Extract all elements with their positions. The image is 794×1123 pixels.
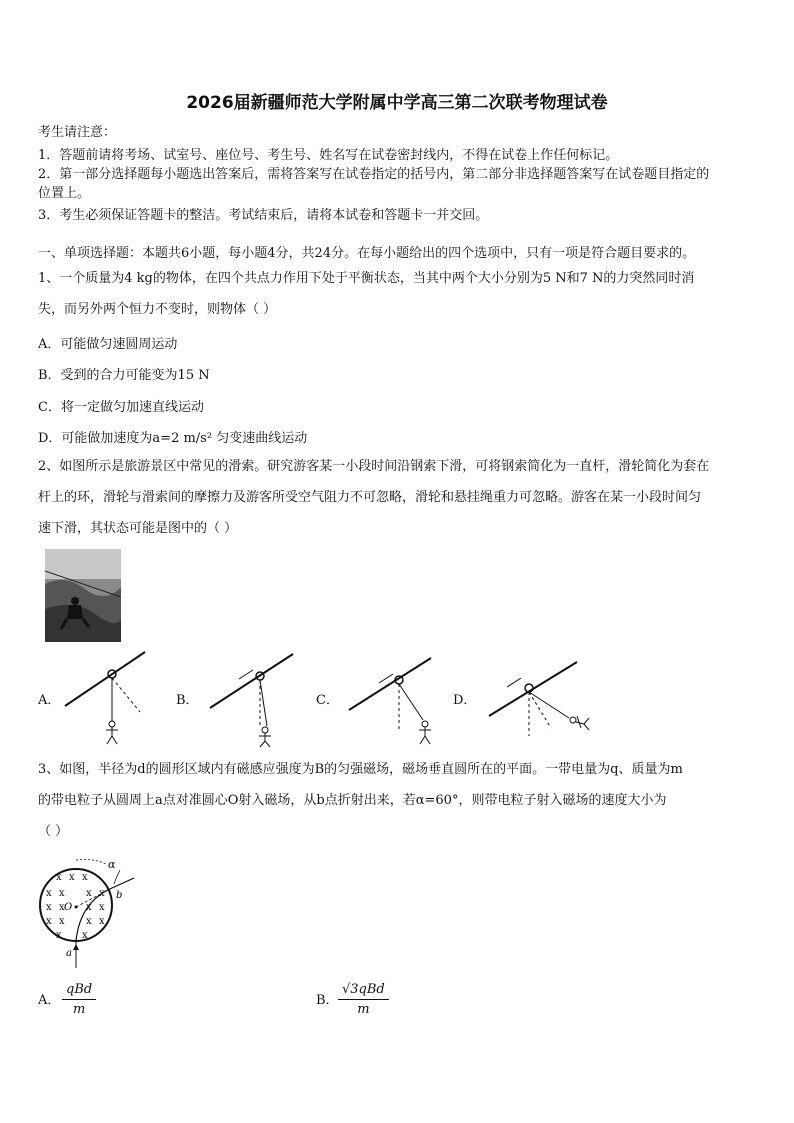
svg-text:x: x	[86, 902, 92, 913]
svg-text:x: x	[99, 902, 105, 913]
notice-heading: 考生请注意：	[38, 125, 117, 140]
q2-figure-d	[485, 656, 595, 748]
q3-option-b-numerator: √3qBd	[338, 982, 389, 1000]
svg-text:x: x	[82, 930, 88, 941]
notice-item-3: 3．考生必须保证答题卡的整洁。考试结束后，请将本试卷和答题卡一并交回。	[38, 208, 489, 223]
q3-option-a-denominator: m	[72, 1002, 86, 1017]
svg-text:x: x	[82, 872, 88, 883]
q3-stem-line1: 3、如图，半径为d的圆形区域内有磁感应强度为B的匀强磁场，磁场垂直圆所在的平面。一带电量为q、质量为m	[38, 762, 683, 777]
q3-stem-line2: 的带电粒子从圆周上a点对准圆心O射入磁场，从b点折射出来，若α=60°，则带电粒子射入磁场的速度大小为	[38, 793, 667, 808]
notice-item-2: 2．第一部分选择题每小题选出答案后，需将答案写在试卷指定的括号内，第二部分非选择题答案写在试卷题目指定的	[38, 167, 710, 182]
notice-item-1: 1．答题前请将考场、试室号、座位号、考生号、姓名写在试卷密封线内，不得在试卷上作任何标记。	[38, 148, 619, 163]
q2-stem-line1: 2、如图所示是旅游景区中常见的滑索。研究游客某一小段时间沿钢索下滑，可将钢索简化为一直杆，滑轮简化为套在	[38, 459, 710, 474]
svg-text:x: x	[56, 930, 62, 941]
q3-option-a-label: A．	[38, 993, 61, 1008]
angle-label-alpha: α	[108, 858, 116, 871]
svg-text:x: x	[99, 888, 105, 899]
svg-text:x: x	[46, 902, 52, 913]
q2-label-d: D．	[453, 693, 477, 708]
q2-label-b: B．	[176, 693, 199, 708]
section-heading: 一、单项选择题：本题共6小题，每小题4分，共24分。在每小题给出的四个选项中，只有一项是符合题目要求的。	[38, 246, 696, 261]
svg-text:x: x	[59, 902, 65, 913]
q1-stem-line1: 1、一个质量为4 kg的物体，在四个共点力作用下处于平衡状态，当其中两个大小分别为5 N和7 N的力突然同时消	[38, 271, 695, 286]
q1-option-b: B．受到的合力可能变为15 N	[38, 368, 210, 383]
svg-text:x: x	[99, 916, 105, 927]
svg-text:x: x	[46, 916, 52, 927]
q1-option-c: C．将一定做匀加速直线运动	[38, 400, 204, 415]
q3-option-a-formula	[62, 982, 96, 1017]
page-title: 2026届新疆师范大学附属中学高三第二次联考物理试卷	[186, 93, 608, 113]
svg-text:x: x	[86, 916, 92, 927]
q2-stem-line3: 速下滑，其状态可能是图中的（ ）	[38, 521, 238, 536]
point-label-b: b	[116, 890, 123, 901]
q2-label-a: A．	[38, 693, 61, 708]
svg-text:x: x	[46, 888, 52, 899]
svg-text:x: x	[56, 872, 62, 883]
q2-figure-a	[60, 650, 150, 748]
svg-text:x: x	[59, 888, 65, 899]
q2-stem-line2: 杆上的环，滑轮与滑索间的摩擦力及游客所受空气阻力不可忽略，滑轮和悬挂绳重力可忽略。游客在某一小段时间匀	[38, 490, 702, 505]
q3-option-a-numerator: qBd	[62, 982, 96, 1000]
q3-stem-line3: （ ）	[38, 824, 69, 839]
notice-item-2-cont: 位置上。	[38, 186, 91, 201]
svg-text:x: x	[86, 888, 92, 899]
svg-text:x: x	[59, 916, 65, 927]
zipline-photo	[45, 549, 121, 642]
point-label-a: a	[66, 948, 72, 959]
center-label-o: O	[64, 902, 73, 913]
q2-label-c: C．	[316, 693, 339, 708]
q1-option-d: D．可能做加速度为a=2 m/s² 匀变速曲线运动	[38, 431, 308, 446]
q3-option-b-formula	[338, 982, 389, 1017]
q1-option-a: A．可能做匀速圆周运动	[38, 337, 178, 352]
q2-figure-b	[205, 650, 295, 748]
q2-figure-c	[345, 656, 435, 748]
q3-option-b-label: B．	[316, 993, 339, 1008]
q3-field-figure	[36, 850, 136, 970]
svg-text:x: x	[69, 872, 75, 883]
q3-option-b-denominator: m	[357, 1002, 370, 1017]
q1-stem-line2: 失，而另外两个恒力不变时，则物体（ ）	[38, 302, 277, 317]
